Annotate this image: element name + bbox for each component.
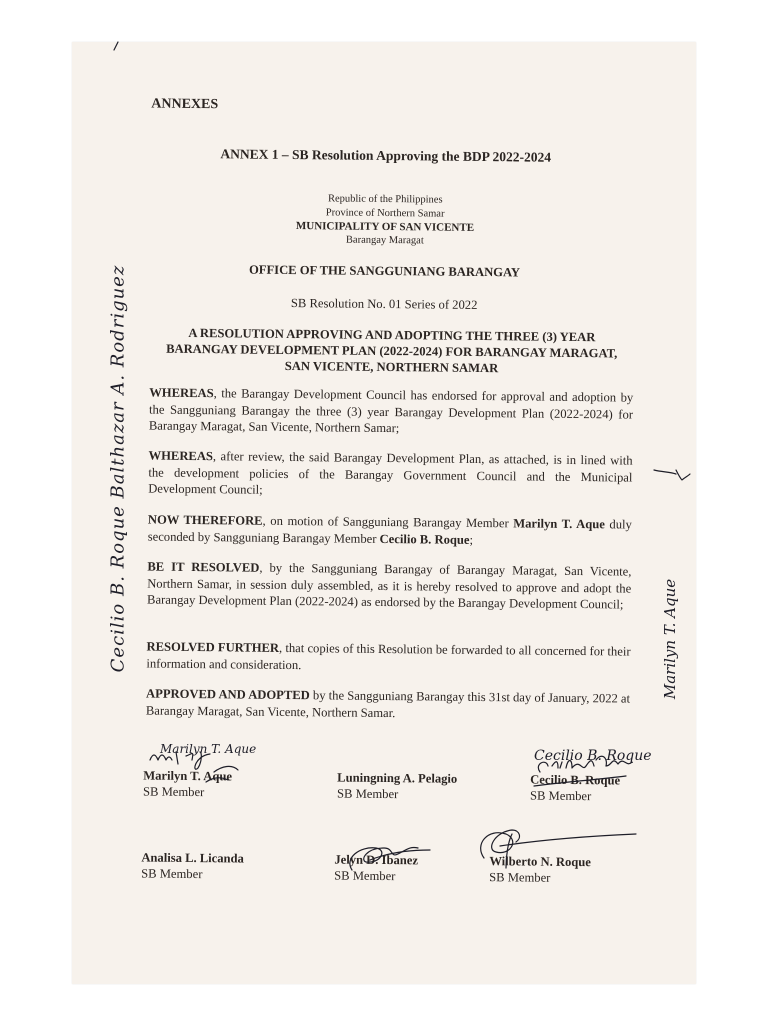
signatory-role: SB Member [529,788,592,804]
roque-handwritten-name: Cecilio B. Roque [534,748,652,764]
signatory-name: Analisa L. Licanda [141,850,244,866]
wilberto-signature [481,830,636,868]
annexes-heading: ANNEXES [151,96,219,113]
signatory-role: SB Member [142,784,205,800]
signatory-role: SB Member [489,870,551,885]
margin-tick [114,42,118,50]
office-heading: OFFICE OF THE SANGGUNIANG BARANGAY [248,262,521,280]
aque-signature [150,752,238,782]
signatory-name: Luningning A. Pelagio [337,770,458,786]
aque-handwritten-name: Marilyn T. Aque [160,742,257,756]
ibanez-signature [350,847,430,870]
signatory-role: SB Member [336,786,399,802]
whereas-paragraph-1: WHEREAS, the Barangay Development Council has endorsed for approval and adoption by the Sangguniang Barangay the three (3) year Barangay Development Plan (2022-2024) for Barangay Maragat, San Vicente, Northern Samar; [148,385,634,436]
now-therefore-paragraph: NOW THEREFORE, on motion of Sangguniang Barangay Member Marilyn T. Aque duly seconded by Sangguniang Barangay Member Cecilio B. Roque; [147,512,632,547]
whereas-paragraph-2: WHEREAS, after review, the said Barangay Development Plan, as attached, is in lined with the development policies of the Barangay Government Council and the Municipal Development Council; [148,448,633,497]
header-republic: Republic of the Philippines [327,193,443,206]
header-municipality: MUNICIPALITY OF SAN VICENTE [295,220,475,234]
signatory-name: Marilyn T. Aque [143,768,233,784]
signatory-role: SB Member [334,868,396,884]
signatory-name: Jelyn D. Ibanez [334,852,419,868]
be-it-resolved-paragraph: BE IT RESOLVED, by the Sangguniang Barangay of Barangay Maragat, San Vicente, Northern Samar, in session duly assembled, as it is hereby resolved to approve and adopt the Barangay Development Plan (2022-2024) as endorsed by the Barangay Development Council; [147,559,632,612]
resolved-further-paragraph: RESOLVED FURTHER, that copies of this Resolution be forwarded to all concerned for their information and consideration. [146,639,631,672]
approved-paragraph: APPROVED AND ADOPTED by the Sangguniang Barangay this 31st day of January, 2022 at Barangay Maragat, San Vicente, Northern Samar. [145,686,631,720]
signatory-role: SB Member [141,866,203,882]
signatory-name: Wilberto N. Roque [489,854,592,870]
margin-handwriting-text: Cecilio B. Roque Balthazar A. Rodriguez [107,264,129,673]
resolution-number: SB Resolution No. 01 Series of 2022 [290,296,478,312]
margin-initial-mark [654,470,690,480]
signatory-name: Cecilio B. Roque [530,772,621,788]
header-province: Province of Northern Samar [325,207,445,220]
header-barangay: Barangay Maragat [345,234,424,247]
right-margin-handwriting-text: Marilyn T. Aque [661,578,679,700]
resolution-title: A RESOLUTION APPROVING AND ADOPTING THE THREE (3) YEAR BARANGAY DEVELOPMENT PLAN (2022-2024) FOR BARANGAY MARAGAT, SAN VICENTE, NORTHERN SAMAR [166,325,618,376]
annex-title: ANNEX 1 – SB Resolution Approving the BDP 2022-2024 [220,146,552,165]
